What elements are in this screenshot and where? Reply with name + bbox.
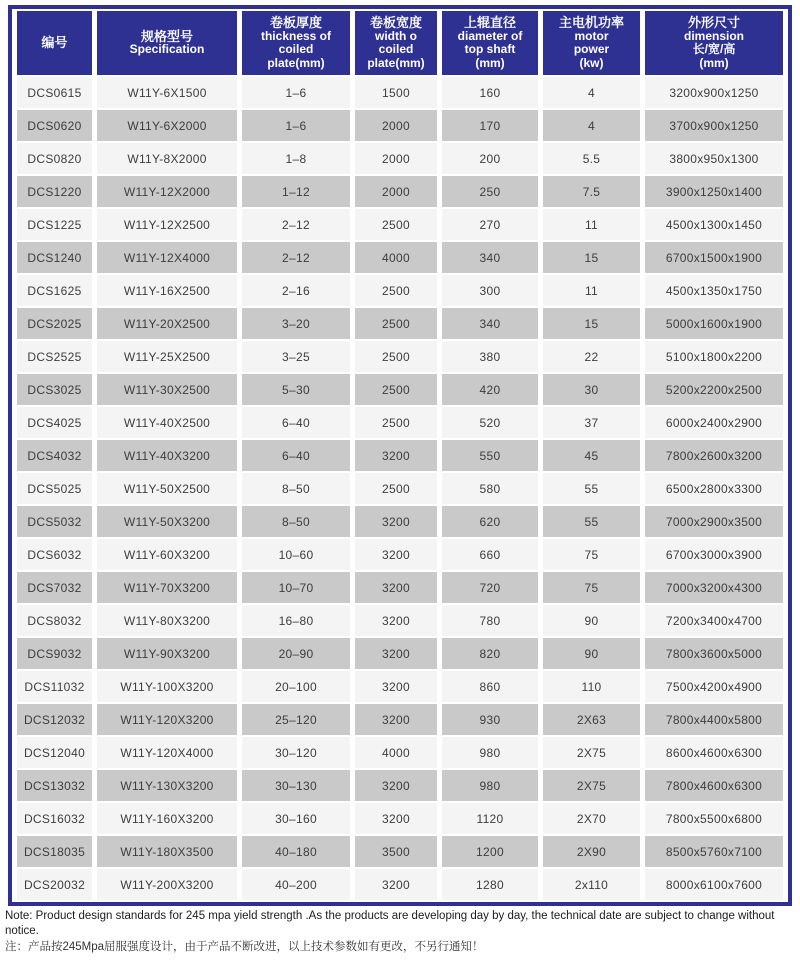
- table-cell: 30–130: [242, 770, 350, 801]
- table-row: [17, 440, 783, 471]
- table-cell: 3200: [355, 605, 437, 636]
- table-cell: 170: [442, 110, 538, 141]
- table-cell: 6500x2800x3300: [645, 473, 783, 504]
- table-cell: DCS9032: [17, 638, 92, 669]
- table-cell: 420: [442, 374, 538, 405]
- table-cell: 160: [442, 77, 538, 108]
- table-row: [17, 638, 783, 669]
- header-line: (mm): [699, 55, 729, 70]
- header-line: 编号: [41, 35, 68, 51]
- column-header-top-shaft-diameter: [442, 11, 538, 75]
- table-cell: 3200: [355, 506, 437, 537]
- table-cell: DCS6032: [17, 539, 92, 570]
- table-cell: 380: [442, 341, 538, 372]
- header-line: width o: [375, 28, 417, 43]
- table-cell: 90: [543, 605, 640, 636]
- table-cell: 8–50: [242, 473, 350, 504]
- note-english: Note: Product design standards for 245 mpa yield strength .As the products are developing day by day, the technical date are subject to change without notice.: [5, 910, 775, 937]
- table-cell: 300: [442, 275, 538, 306]
- header-line: dimension: [683, 28, 744, 43]
- footnotes: [5, 909, 792, 955]
- table-cell: 580: [442, 473, 538, 504]
- table-cell: DCS5032: [17, 506, 92, 537]
- table-cell: 3200: [355, 572, 437, 603]
- table-cell: W11Y-50X2500: [97, 473, 237, 504]
- table-row: [17, 572, 783, 603]
- table-cell: 820: [442, 638, 538, 669]
- column-header-motor-power: [543, 11, 640, 75]
- table-cell: 1200: [442, 836, 538, 867]
- header-line: coiled: [278, 42, 314, 56]
- table-cell: 2500: [355, 374, 437, 405]
- header-line: 外形尺寸: [687, 15, 740, 30]
- table-cell: 2500: [355, 341, 437, 372]
- table-cell: W11Y-25X2500: [97, 341, 237, 372]
- table-cell: 5–30: [242, 374, 350, 405]
- header-line: (mm): [475, 55, 505, 70]
- table-cell: 40–200: [242, 869, 350, 900]
- table-cell: 250: [442, 176, 538, 207]
- column-header-dimension: [645, 11, 783, 75]
- table-row: [17, 539, 783, 570]
- table-cell: 7000x2900x3500: [645, 506, 783, 537]
- table-cell: 55: [543, 506, 640, 537]
- table-cell: 2X63: [543, 704, 640, 735]
- table-cell: DCS1220: [17, 176, 92, 207]
- table-cell: DCS0820: [17, 143, 92, 174]
- table-cell: 7800x5500x6800: [645, 803, 783, 834]
- table-cell: 4500x1300x1450: [645, 209, 783, 240]
- table-row: [17, 374, 783, 405]
- table-cell: 90: [543, 638, 640, 669]
- table-cell: 2500: [355, 407, 437, 438]
- table-cell: 6–40: [242, 440, 350, 471]
- table-cell: W11Y-40X2500: [97, 407, 237, 438]
- table-cell: 6000x2400x2900: [645, 407, 783, 438]
- table-row: [17, 704, 783, 735]
- table-cell: 20–90: [242, 638, 350, 669]
- table-cell: W11Y-8X2000: [97, 143, 237, 174]
- table-cell: 2x110: [543, 869, 640, 900]
- table-cell: W11Y-20X2500: [97, 308, 237, 339]
- table-cell: W11Y-130X3200: [97, 770, 237, 801]
- table-row: [17, 506, 783, 537]
- table-cell: 6700x3000x3900: [645, 539, 783, 570]
- table-cell: 22: [543, 341, 640, 372]
- table-cell: W11Y-6X2000: [97, 110, 237, 141]
- table-cell: DCS11032: [17, 671, 92, 702]
- table-cell: 6700x1500x1900: [645, 242, 783, 273]
- table-cell: W11Y-160X3200: [97, 803, 237, 834]
- table-cell: 200: [442, 143, 538, 174]
- header-line: Specification: [129, 42, 205, 56]
- table-cell: 980: [442, 770, 538, 801]
- table-cell: 37: [543, 407, 640, 438]
- table-cell: 8–50: [242, 506, 350, 537]
- table-cell: DCS1225: [17, 209, 92, 240]
- table-cell: 2000: [355, 176, 437, 207]
- table-cell: DCS12032: [17, 704, 92, 735]
- table-cell: 3200: [355, 869, 437, 900]
- table-cell: 3200: [355, 803, 437, 834]
- table-cell: 10–60: [242, 539, 350, 570]
- table-cell: 2500: [355, 473, 437, 504]
- table-header: [17, 11, 783, 75]
- column-header-specification: [97, 11, 237, 75]
- table-cell: 1500: [355, 77, 437, 108]
- table-cell: 1–6: [242, 110, 350, 141]
- table-cell: 3200: [355, 704, 437, 735]
- column-header-width: [355, 11, 437, 75]
- table-cell: 3500: [355, 836, 437, 867]
- header-row: [17, 11, 783, 75]
- table-cell: DCS1240: [17, 242, 92, 273]
- table-cell: 30–120: [242, 737, 350, 768]
- table-cell: 3900x1250x1400: [645, 176, 783, 207]
- table-cell: DCS2025: [17, 308, 92, 339]
- table-cell: W11Y-12X2000: [97, 176, 237, 207]
- header-line: 卷板宽度: [369, 15, 422, 30]
- table-cell: 1120: [442, 803, 538, 834]
- table-cell: W11Y-40X3200: [97, 440, 237, 471]
- table-cell: 30: [543, 374, 640, 405]
- table-cell: 7000x3200x4300: [645, 572, 783, 603]
- table-cell: 8600x4600x6300: [645, 737, 783, 768]
- table-cell: 11: [543, 275, 640, 306]
- table-cell: DCS2525: [17, 341, 92, 372]
- table-cell: DCS3025: [17, 374, 92, 405]
- table-cell: 550: [442, 440, 538, 471]
- table-cell: 3–20: [242, 308, 350, 339]
- note-chinese: 注：产品按245Mpa屈服强度设计，由于产品不断改进，以上技术参数如有更改，不另行通知！: [5, 941, 484, 953]
- header-line: 卷板厚度: [269, 15, 322, 30]
- table-cell: 7500x4200x4900: [645, 671, 783, 702]
- table-cell: 75: [543, 572, 640, 603]
- table-row: [17, 209, 783, 240]
- header-line: 规格型号: [140, 28, 193, 44]
- table-row: [17, 242, 783, 273]
- table-row: [17, 671, 783, 702]
- table-row: [17, 77, 783, 108]
- table-cell: DCS18035: [17, 836, 92, 867]
- table-cell: 7800x2600x3200: [645, 440, 783, 471]
- table-row: [17, 176, 783, 207]
- table-cell: 15: [543, 308, 640, 339]
- table-cell: DCS1625: [17, 275, 92, 306]
- table-cell: 3200: [355, 440, 437, 471]
- table-cell: DCS0620: [17, 110, 92, 141]
- table-cell: 2–16: [242, 275, 350, 306]
- table-cell: 2X75: [543, 770, 640, 801]
- table-cell: 4500x1350x1750: [645, 275, 783, 306]
- table-cell: 10–70: [242, 572, 350, 603]
- table-cell: DCS4032: [17, 440, 92, 471]
- table-cell: 3–25: [242, 341, 350, 372]
- table-cell: 2X90: [543, 836, 640, 867]
- table-cell: 2500: [355, 275, 437, 306]
- spec-table-wrapper: [8, 5, 792, 906]
- table-cell: 270: [442, 209, 538, 240]
- table-row: [17, 737, 783, 768]
- table-cell: W11Y-80X3200: [97, 605, 237, 636]
- table-cell: DCS7032: [17, 572, 92, 603]
- table-cell: 3200: [355, 638, 437, 669]
- table-cell: 3700x900x1250: [645, 110, 783, 141]
- table-cell: W11Y-120X4000: [97, 737, 237, 768]
- table-cell: 6–40: [242, 407, 350, 438]
- table-cell: 3200: [355, 671, 437, 702]
- header-line: power: [573, 42, 610, 56]
- table-cell: 2–12: [242, 242, 350, 273]
- header-line: diameter of: [457, 28, 523, 43]
- table-cell: 3800x950x1300: [645, 143, 783, 174]
- table-cell: DCS16032: [17, 803, 92, 834]
- table-cell: W11Y-6X1500: [97, 77, 237, 108]
- table-cell: 110: [543, 671, 640, 702]
- table-cell: 7800x3600x5000: [645, 638, 783, 669]
- spec-table: [12, 9, 788, 902]
- table-cell: 3200: [355, 770, 437, 801]
- table-cell: DCS12040: [17, 737, 92, 768]
- table-cell: DCS0615: [17, 77, 92, 108]
- table-cell: W11Y-200X3200: [97, 869, 237, 900]
- table-cell: DCS5025: [17, 473, 92, 504]
- table-row: [17, 407, 783, 438]
- table-row: [17, 803, 783, 834]
- table-cell: 2X75: [543, 737, 640, 768]
- table-cell: 20–100: [242, 671, 350, 702]
- header-line: thickness of: [260, 28, 332, 43]
- table-cell: W11Y-16X2500: [97, 275, 237, 306]
- table-cell: 4: [543, 77, 640, 108]
- table-cell: W11Y-12X2500: [97, 209, 237, 240]
- table-cell: 30–160: [242, 803, 350, 834]
- column-header-thickness: [242, 11, 350, 75]
- table-cell: 25–120: [242, 704, 350, 735]
- header-line: plate(mm): [367, 55, 425, 70]
- table-row: [17, 308, 783, 339]
- table-cell: 75: [543, 539, 640, 570]
- header-line: 上辊直径: [463, 15, 516, 30]
- header-line: 主电机功率: [558, 15, 624, 30]
- table-row: [17, 341, 783, 372]
- table-row: [17, 770, 783, 801]
- table-cell: 340: [442, 242, 538, 273]
- table-cell: W11Y-180X3500: [97, 836, 237, 867]
- table-cell: DCS4025: [17, 407, 92, 438]
- table-cell: 1280: [442, 869, 538, 900]
- table-cell: 8000x6100x7600: [645, 869, 783, 900]
- table-cell: DCS20032: [17, 869, 92, 900]
- table-cell: 780: [442, 605, 538, 636]
- table-cell: 55: [543, 473, 640, 504]
- table-cell: 5000x1600x1900: [645, 308, 783, 339]
- table-cell: 45: [543, 440, 640, 471]
- table-row: [17, 275, 783, 306]
- table-cell: W11Y-30X2500: [97, 374, 237, 405]
- table-row: [17, 605, 783, 636]
- table-cell: DCS8032: [17, 605, 92, 636]
- table-row: [17, 143, 783, 174]
- table-cell: 3200: [355, 539, 437, 570]
- header-line: top shaft: [464, 42, 516, 56]
- table-cell: W11Y-90X3200: [97, 638, 237, 669]
- table-cell: 2–12: [242, 209, 350, 240]
- table-cell: 860: [442, 671, 538, 702]
- table-cell: 11: [543, 209, 640, 240]
- table-cell: 660: [442, 539, 538, 570]
- table-cell: 7800x4400x5800: [645, 704, 783, 735]
- table-row: [17, 110, 783, 141]
- table-cell: 4000: [355, 737, 437, 768]
- table-cell: 980: [442, 737, 538, 768]
- table-cell: W11Y-12X4000: [97, 242, 237, 273]
- table-cell: 520: [442, 407, 538, 438]
- table-cell: W11Y-120X3200: [97, 704, 237, 735]
- table-cell: 4000: [355, 242, 437, 273]
- table-cell: 1–12: [242, 176, 350, 207]
- table-cell: 720: [442, 572, 538, 603]
- header-line: motor: [574, 28, 609, 43]
- table-cell: 40–180: [242, 836, 350, 867]
- table-row: [17, 869, 783, 900]
- table-cell: W11Y-50X3200: [97, 506, 237, 537]
- table-cell: 2500: [355, 209, 437, 240]
- table-cell: 1–6: [242, 77, 350, 108]
- table-body: [17, 77, 783, 900]
- table-cell: 2000: [355, 110, 437, 141]
- table-cell: 15: [543, 242, 640, 273]
- table-row: [17, 836, 783, 867]
- table-row: [17, 473, 783, 504]
- table-cell: 7800x4600x6300: [645, 770, 783, 801]
- header-line: plate(mm): [267, 55, 325, 70]
- column-header-code: [17, 11, 92, 75]
- table-cell: 340: [442, 308, 538, 339]
- table-cell: 7200x3400x4700: [645, 605, 783, 636]
- table-cell: 5200x2200x2500: [645, 374, 783, 405]
- table-cell: W11Y-100X3200: [97, 671, 237, 702]
- table-cell: 5100x1800x2200: [645, 341, 783, 372]
- table-cell: W11Y-60X3200: [97, 539, 237, 570]
- table-cell: 2000: [355, 143, 437, 174]
- header-line: coiled: [378, 42, 414, 56]
- table-cell: 930: [442, 704, 538, 735]
- table-cell: 3200x900x1250: [645, 77, 783, 108]
- table-cell: 2500: [355, 308, 437, 339]
- table-cell: W11Y-70X3200: [97, 572, 237, 603]
- table-cell: DCS13032: [17, 770, 92, 801]
- table-cell: 1–8: [242, 143, 350, 174]
- table-cell: 7.5: [543, 176, 640, 207]
- table-cell: 4: [543, 110, 640, 141]
- table-cell: 5.5: [543, 143, 640, 174]
- table-cell: 620: [442, 506, 538, 537]
- table-cell: 2X70: [543, 803, 640, 834]
- table-cell: 8500x5760x7100: [645, 836, 783, 867]
- header-line: (kw): [579, 55, 604, 70]
- header-line: 长/宽/高: [692, 42, 736, 56]
- table-cell: 16–80: [242, 605, 350, 636]
